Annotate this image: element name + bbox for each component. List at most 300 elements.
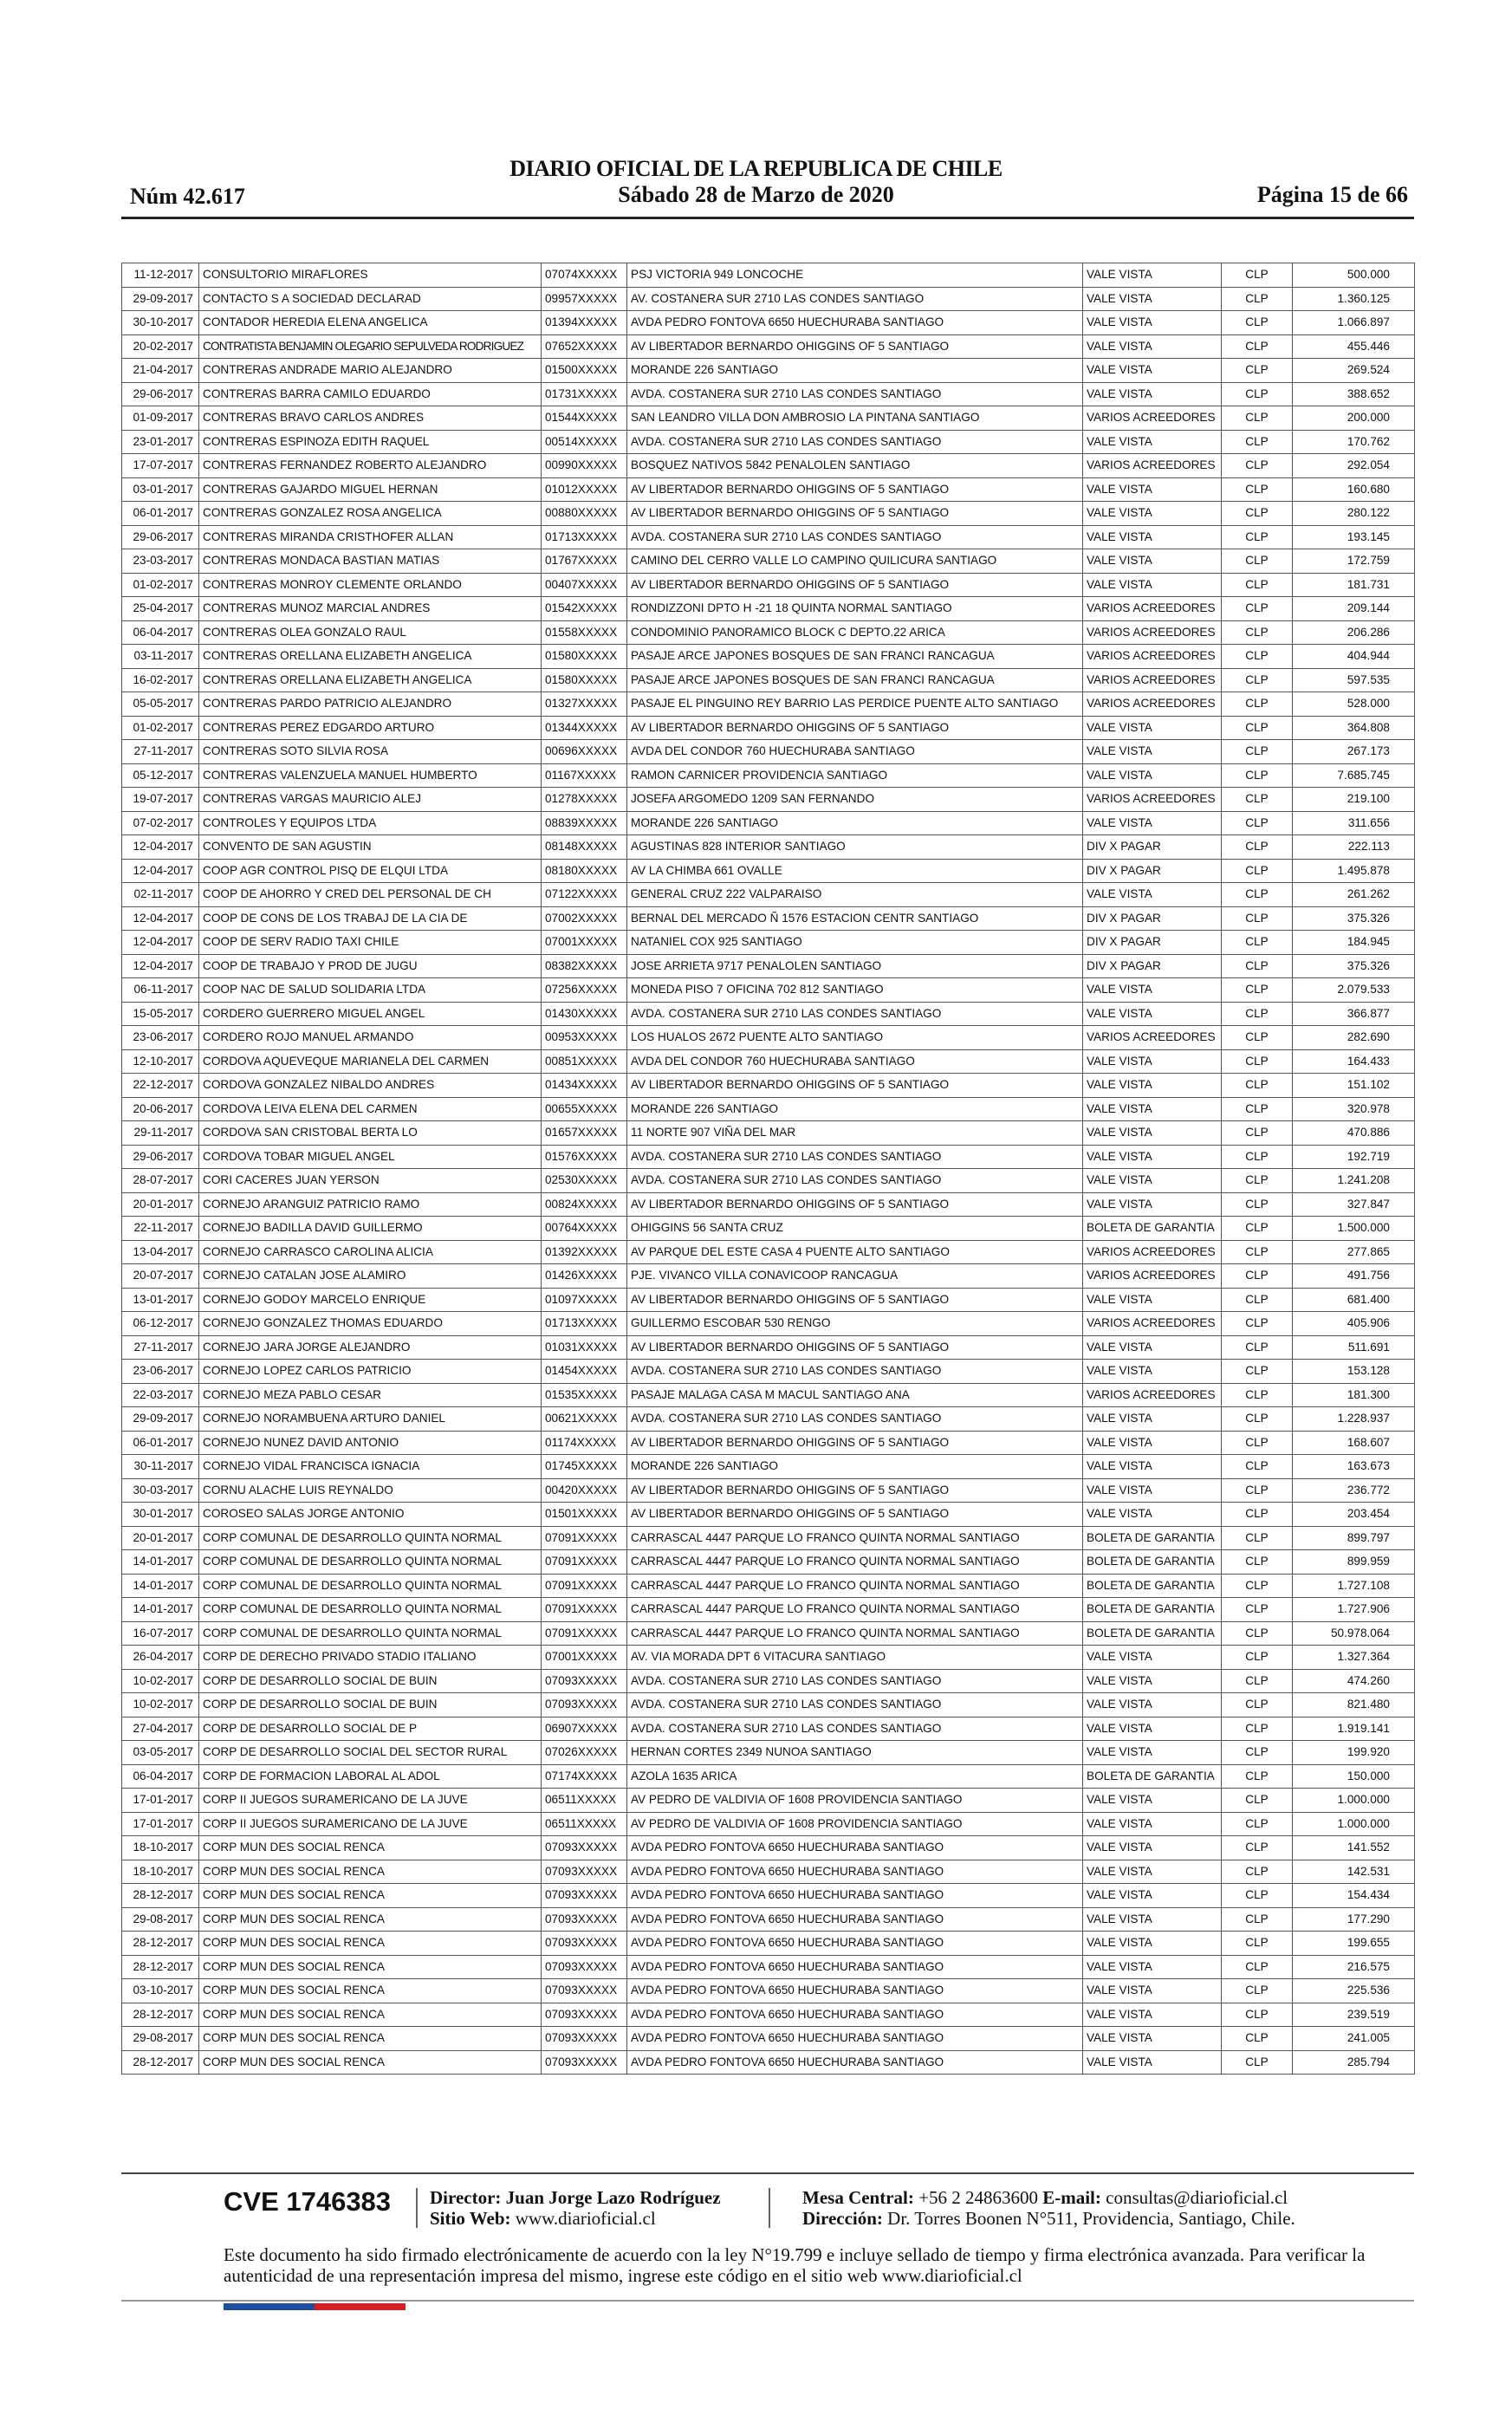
amount-cell: 199.655 [1293,1932,1415,1956]
date-cell: 18-10-2017 [122,1836,199,1860]
address-cell: AVDA. COSTANERA SUR 2710 LAS CONDES SANTIAGO [627,1407,1083,1432]
currency-cell: CLP [1222,1145,1293,1169]
currency-cell: CLP [1222,1907,1293,1932]
currency-cell: CLP [1222,716,1293,740]
records-table-body [122,263,1415,2075]
currency-cell: CLP [1222,1026,1293,1050]
date-cell: 03-05-2017 [122,1741,199,1765]
date-cell: 06-12-2017 [122,1312,199,1336]
id-cell: 07174XXXXX [542,1764,627,1789]
amount-cell: 366.877 [1293,1002,1415,1026]
table-row [122,1002,1415,1026]
amount-cell: 1.241.208 [1293,1169,1415,1193]
instrument-cell: VARIOS ACREEDORES [1083,597,1222,621]
address-cell: CARRASCAL 4447 PARQUE LO FRANCO QUINTA NORMAL SANTIAGO [627,1621,1083,1646]
address-cell: AV LIBERTADOR BERNARDO OHIGGINS OF 5 SANTIAGO [627,1478,1083,1503]
name-cell: CONTRERAS SOTO SILVIA ROSA [199,740,542,764]
table-row [122,1741,1415,1765]
instrument-cell: VALE VISTA [1083,1407,1222,1432]
amount-cell: 184.945 [1293,931,1415,955]
currency-cell: CLP [1222,597,1293,621]
amount-cell: 181.300 [1293,1383,1415,1407]
currency-cell: CLP [1222,263,1293,288]
instrument-cell: VALE VISTA [1083,1741,1222,1765]
currency-cell: CLP [1222,859,1293,883]
address-cell: MORANDE 226 SANTIAGO [627,1097,1083,1121]
amount-cell: 1.066.897 [1293,311,1415,335]
date-cell: 17-07-2017 [122,454,199,478]
instrument-cell: VALE VISTA [1083,716,1222,740]
id-cell: 07122XXXXX [542,883,627,907]
id-cell: 07091XXXXX [542,1526,627,1550]
id-cell: 01167XXXXX [542,763,627,788]
amount-cell: 7.685.745 [1293,763,1415,788]
id-cell: 00407XXXXX [542,573,627,597]
currency-cell: CLP [1222,1741,1293,1765]
address-cell: AVDA PEDRO FONTOVA 6650 HUECHURABA SANTIAGO [627,2027,1083,2051]
name-cell: CORP DE DESARROLLO SOCIAL DE P [199,1717,542,1741]
address-cell: RONDIZZONI DPTO H -21 18 QUINTA NORMAL SANTIAGO [627,597,1083,621]
currency-cell: CLP [1222,549,1293,574]
address-cell: AVDA DEL CONDOR 760 HUECHURABA SANTIAGO [627,740,1083,764]
currency-cell: CLP [1222,906,1293,931]
flag-blue-segment [224,2303,315,2310]
name-cell: CONTRERAS GONZALEZ ROSA ANGELICA [199,502,542,526]
instrument-cell: VALE VISTA [1083,359,1222,383]
footer-separator-2 [769,2188,770,2228]
address-cell: CONDOMINIO PANORAMICO BLOCK C DEPTO.22 ARICA [627,620,1083,645]
instrument-cell: VALE VISTA [1083,263,1222,288]
amount-cell: 209.144 [1293,597,1415,621]
name-cell: CONTRERAS ESPINOZA EDITH RAQUEL [199,430,542,454]
currency-cell: CLP [1222,1455,1293,1479]
name-cell: COOP DE TRABAJO Y PROD DE JUGU [199,954,542,978]
currency-cell: CLP [1222,334,1293,359]
amount-cell: 1.360.125 [1293,287,1415,311]
date-cell: 12-04-2017 [122,835,199,860]
address-cell: OHIGGINS 56 SANTA CRUZ [627,1217,1083,1241]
instrument-cell: VALE VISTA [1083,2003,1222,2027]
address-cell: AV PARQUE DEL ESTE CASA 4 PUENTE ALTO SANTIAGO [627,1240,1083,1264]
address-cell: 11 NORTE 907 VIÑA DEL MAR [627,1121,1083,1146]
currency-cell: CLP [1222,2027,1293,2051]
amount-cell: 1.228.937 [1293,1407,1415,1432]
instrument-cell: VALE VISTA [1083,1049,1222,1074]
id-cell: 07093XXXXX [542,2050,627,2075]
address-cell: AV LIBERTADOR BERNARDO OHIGGINS OF 5 SANTIAGO [627,1431,1083,1455]
currency-cell: CLP [1222,1932,1293,1956]
issue-date: Sábado 28 de Marzo de 2020 [618,182,894,207]
currency-cell: CLP [1222,1335,1293,1360]
id-cell: 01767XXXXX [542,549,627,574]
currency-cell: CLP [1222,1812,1293,1836]
name-cell: CORP DE FORMACION LABORAL AL ADOL [199,1764,542,1789]
date-cell: 25-04-2017 [122,597,199,621]
table-row [122,1097,1415,1121]
id-cell: 00851XXXXX [542,1049,627,1074]
date-cell: 06-01-2017 [122,1431,199,1455]
page-indicator: Página 15 de 66 [1256,182,1408,207]
cve-code: CVE 1746383 [224,2186,392,2217]
amount-cell: 511.691 [1293,1335,1415,1360]
name-cell: CORNEJO GONZALEZ THOMAS EDUARDO [199,1312,542,1336]
id-cell: 01097XXXXX [542,1288,627,1312]
date-cell: 13-04-2017 [122,1240,199,1264]
id-cell: 07091XXXXX [542,1574,627,1598]
name-cell: CORP DE DERECHO PRIVADO STADIO ITALIANO [199,1646,542,1670]
website-line [430,2208,721,2229]
currency-cell: CLP [1222,883,1293,907]
date-cell: 20-01-2017 [122,1192,199,1217]
address-cell: AVDA. COSTANERA SUR 2710 LAS CONDES SANTIAGO [627,1360,1083,1384]
name-cell: CONTADOR HEREDIA ELENA ANGELICA [199,311,542,335]
address-cell: JOSE ARRIETA 9717 PENALOLEN SANTIAGO [627,954,1083,978]
date-cell: 30-03-2017 [122,1478,199,1503]
instrument-cell: VARIOS ACREEDORES [1083,668,1222,692]
currency-cell: CLP [1222,2003,1293,2027]
flag-red-segment [315,2303,406,2310]
name-cell: CORNEJO CARRASCO CAROLINA ALICIA [199,1240,542,1264]
name-cell: COOP NAC DE SALUD SOLIDARIA LTDA [199,978,542,1003]
table-row [122,1550,1415,1575]
instrument-cell: BOLETA DE GARANTIA [1083,1574,1222,1598]
name-cell: CORP MUN DES SOCIAL RENCA [199,1884,542,1908]
address-cell: MORANDE 226 SANTIAGO [627,359,1083,383]
id-cell: 01558XXXXX [542,620,627,645]
amount-cell: 241.005 [1293,2027,1415,2051]
name-cell: CORP MUN DES SOCIAL RENCA [199,2003,542,2027]
table-row [122,931,1415,955]
name-cell: CORP MUN DES SOCIAL RENCA [199,1907,542,1932]
id-cell: 07026XXXXX [542,1741,627,1765]
name-cell: CORP DE DESARROLLO SOCIAL DE BUIN [199,1693,542,1717]
name-cell: CORDERO GUERRERO MIGUEL ANGEL [199,1002,542,1026]
address-cell: AV LIBERTADOR BERNARDO OHIGGINS OF 5 SANTIAGO [627,1288,1083,1312]
id-cell: 01394XXXXX [542,311,627,335]
table-row [122,525,1415,549]
table-row [122,763,1415,788]
table-row [122,1288,1415,1312]
address-cell: AVDA PEDRO FONTOVA 6650 HUECHURABA SANTIAGO [627,2003,1083,2027]
id-cell: 01657XXXXX [542,1121,627,1146]
address-cell: CARRASCAL 4447 PARQUE LO FRANCO QUINTA NORMAL SANTIAGO [627,1526,1083,1550]
id-cell: 01426XXXXX [542,1264,627,1289]
date-cell: 17-01-2017 [122,1789,199,1813]
amount-cell: 375.326 [1293,906,1415,931]
date-cell: 10-02-2017 [122,1693,199,1717]
instrument-cell: VARIOS ACREEDORES [1083,1026,1222,1050]
instrument-cell: VALE VISTA [1083,1884,1222,1908]
amount-cell: 225.536 [1293,1979,1415,2003]
table-row [122,906,1415,931]
currency-cell: CLP [1222,1764,1293,1789]
amount-cell: 277.865 [1293,1240,1415,1264]
date-cell: 20-02-2017 [122,334,199,359]
currency-cell: CLP [1222,1550,1293,1575]
amount-cell: 163.673 [1293,1455,1415,1479]
table-row [122,1621,1415,1646]
id-cell: 06907XXXXX [542,1717,627,1741]
contact-block [802,2187,1295,2229]
instrument-cell: VALE VISTA [1083,1121,1222,1146]
amount-cell: 528.000 [1293,692,1415,717]
table-row [122,645,1415,669]
phone-label: Mesa Central: [802,2187,914,2208]
id-cell: 01344XXXXX [542,716,627,740]
name-cell: CORI CACERES JUAN YERSON [199,1169,542,1193]
instrument-cell: VALE VISTA [1083,573,1222,597]
instrument-cell: VALE VISTA [1083,740,1222,764]
phone-email-line [802,2187,1295,2208]
date-cell: 16-07-2017 [122,1621,199,1646]
amount-cell: 199.920 [1293,1741,1415,1765]
address-cell: AVDA DEL CONDOR 760 HUECHURABA SANTIAGO [627,1049,1083,1074]
table-row [122,1598,1415,1622]
table-row [122,1764,1415,1789]
name-cell: CONTRERAS PEREZ EDGARDO ARTURO [199,716,542,740]
name-cell: CORNEJO NORAMBUENA ARTURO DANIEL [199,1407,542,1432]
date-cell: 06-11-2017 [122,978,199,1003]
amount-cell: 192.719 [1293,1145,1415,1169]
date-cell: 22-11-2017 [122,1217,199,1241]
name-cell: CONTRERAS ORELLANA ELIZABETH ANGELICA [199,668,542,692]
amount-cell: 821.480 [1293,1693,1415,1717]
instrument-cell: BOLETA DE GARANTIA [1083,1621,1222,1646]
currency-cell: CLP [1222,1407,1293,1432]
name-cell: CORDERO ROJO MANUEL ARMANDO [199,1026,542,1050]
footer-divider [121,2172,1414,2174]
amount-cell: 1.919.141 [1293,1717,1415,1741]
instrument-cell: BOLETA DE GARANTIA [1083,1217,1222,1241]
table-row [122,1932,1415,1956]
date-cell: 03-11-2017 [122,645,199,669]
table-row [122,1217,1415,1241]
currency-cell: CLP [1222,359,1293,383]
flag-color-bar [224,2303,406,2310]
name-cell: CORNEJO BADILLA DAVID GUILLERMO [199,1217,542,1241]
date-cell: 20-01-2017 [122,1526,199,1550]
address-cell: AV LIBERTADOR BERNARDO OHIGGINS OF 5 SANTIAGO [627,1192,1083,1217]
header-divider [121,217,1414,219]
address-cell: AV PEDRO DE VALDIVIA OF 1608 PROVIDENCIA SANTIAGO [627,1789,1083,1813]
currency-cell: CLP [1222,1789,1293,1813]
instrument-cell: VALE VISTA [1083,1478,1222,1503]
name-cell: CORP COMUNAL DE DESARROLLO QUINTA NORMAL [199,1598,542,1622]
table-row [122,263,1415,288]
date-cell: 16-02-2017 [122,668,199,692]
date-cell: 01-02-2017 [122,573,199,597]
instrument-cell: VALE VISTA [1083,1503,1222,1527]
amount-cell: 216.575 [1293,1955,1415,1979]
table-row [122,1383,1415,1407]
name-cell: CORP MUN DES SOCIAL RENCA [199,1955,542,1979]
issue-number: Núm 42.617 [130,184,245,209]
amount-cell: 597.535 [1293,668,1415,692]
currency-cell: CLP [1222,502,1293,526]
name-cell: COOP AGR CONTROL PISQ DE ELQUI LTDA [199,859,542,883]
email-link[interactable]: consultas@diarioficial.cl [1106,2187,1288,2208]
name-cell: CORP MUN DES SOCIAL RENCA [199,1836,542,1860]
instrument-cell: VALE VISTA [1083,1360,1222,1384]
date-cell: 29-08-2017 [122,2027,199,2051]
name-cell: CONTRERAS MONROY CLEMENTE ORLANDO [199,573,542,597]
amount-cell: 236.772 [1293,1478,1415,1503]
currency-cell: CLP [1222,454,1293,478]
name-cell: CORNEJO JARA JORGE ALEJANDRO [199,1335,542,1360]
date-cell: 11-12-2017 [122,263,199,288]
currency-cell: CLP [1222,620,1293,645]
id-cell: 01713XXXXX [542,1312,627,1336]
instrument-cell: DIV X PAGAR [1083,931,1222,955]
website-link[interactable]: www.diarioficial.cl [515,2208,656,2229]
address-cell: AV LA CHIMBA 661 OVALLE [627,859,1083,883]
amount-cell: 2.079.533 [1293,978,1415,1003]
name-cell: CORP COMUNAL DE DESARROLLO QUINTA NORMAL [199,1621,542,1646]
address-cell: AV LIBERTADOR BERNARDO OHIGGINS OF 5 SANTIAGO [627,477,1083,502]
currency-cell: CLP [1222,645,1293,669]
date-cell: 18-10-2017 [122,1860,199,1884]
currency-cell: CLP [1222,1955,1293,1979]
id-cell: 01731XXXXX [542,382,627,406]
table-row [122,1884,1415,1908]
currency-cell: CLP [1222,1192,1293,1217]
currency-cell: CLP [1222,954,1293,978]
currency-cell: CLP [1222,1002,1293,1026]
instrument-cell: VALE VISTA [1083,334,1222,359]
table-row [122,1955,1415,1979]
phone-value: +56 2 24863600 [918,2187,1038,2208]
id-cell: 01500XXXXX [542,359,627,383]
address-cell: GENERAL CRUZ 222 VALPARAISO [627,883,1083,907]
table-row [122,811,1415,835]
amount-cell: 1.495.878 [1293,859,1415,883]
instrument-cell: VALE VISTA [1083,883,1222,907]
name-cell: CORDOVA GONZALEZ NIBALDO ANDRES [199,1074,542,1098]
name-cell: CORNEJO VIDAL FRANCISCA IGNACIA [199,1455,542,1479]
currency-cell: CLP [1222,1121,1293,1146]
amount-cell: 168.607 [1293,1431,1415,1455]
address-cell: AGUSTINAS 828 INTERIOR SANTIAGO [627,835,1083,860]
name-cell: CONTRERAS OLEA GONZALO RAUL [199,620,542,645]
address-label: Dirección: [802,2208,883,2229]
date-cell: 12-04-2017 [122,954,199,978]
instrument-cell: VALE VISTA [1083,1979,1222,2003]
instrument-cell: VALE VISTA [1083,1192,1222,1217]
id-cell: 07093XXXXX [542,2027,627,2051]
id-cell: 07256XXXXX [542,978,627,1003]
instrument-cell: VALE VISTA [1083,1836,1222,1860]
table-row [122,1312,1415,1336]
currency-cell: CLP [1222,1264,1293,1289]
id-cell: 07093XXXXX [542,1693,627,1717]
id-cell: 00953XXXXX [542,1026,627,1050]
address-cell: LOS HUALOS 2672 PUENTE ALTO SANTIAGO [627,1026,1083,1050]
name-cell: CONTRERAS ORELLANA ELIZABETH ANGELICA [199,645,542,669]
instrument-cell: BOLETA DE GARANTIA [1083,1550,1222,1575]
id-cell: 07001XXXXX [542,1646,627,1670]
name-cell: COOP DE AHORRO Y CRED DEL PERSONAL DE CH [199,883,542,907]
currency-cell: CLP [1222,1383,1293,1407]
table-row [122,1717,1415,1741]
table-row [122,454,1415,478]
table-row [122,359,1415,383]
address-cell: RAMON CARNICER PROVIDENCIA SANTIAGO [627,763,1083,788]
amount-cell: 405.906 [1293,1312,1415,1336]
director-block [430,2187,721,2229]
id-cell: 00621XXXXX [542,1407,627,1432]
date-cell: 03-10-2017 [122,1979,199,2003]
currency-cell: CLP [1222,835,1293,860]
id-cell: 01327XXXXX [542,692,627,717]
amount-cell: 1.500.000 [1293,1217,1415,1241]
date-cell: 01-09-2017 [122,406,199,431]
date-cell: 12-04-2017 [122,906,199,931]
currency-cell: CLP [1222,1884,1293,1908]
date-cell: 29-09-2017 [122,1407,199,1432]
id-cell: 07093XXXXX [542,1979,627,2003]
currency-cell: CLP [1222,931,1293,955]
currency-cell: CLP [1222,1860,1293,1884]
date-cell: 20-06-2017 [122,1097,199,1121]
address-cell: PJE. VIVANCO VILLA CONAVICOOP RANCAGUA [627,1264,1083,1289]
address-cell: PASAJE MALAGA CASA M MACUL SANTIAGO ANA [627,1383,1083,1407]
address-cell: CAMINO DEL CERRO VALLE LO CAMPINO QUILICURA SANTIAGO [627,549,1083,574]
amount-cell: 1.727.906 [1293,1598,1415,1622]
id-cell: 08839XXXXX [542,811,627,835]
date-cell: 13-01-2017 [122,1288,199,1312]
name-cell: CONTRERAS MONDACA BASTIAN MATIAS [199,549,542,574]
id-cell: 01542XXXXX [542,597,627,621]
currency-cell: CLP [1222,573,1293,597]
date-cell: 12-10-2017 [122,1049,199,1074]
instrument-cell: VALE VISTA [1083,477,1222,502]
date-cell: 28-07-2017 [122,1169,199,1193]
amount-cell: 292.054 [1293,454,1415,478]
name-cell: CORP COMUNAL DE DESARROLLO QUINTA NORMAL [199,1526,542,1550]
address-cell: SAN LEANDRO VILLA DON AMBROSIO LA PINTANA SANTIAGO [627,406,1083,431]
table-row [122,502,1415,526]
amount-cell: 282.690 [1293,1026,1415,1050]
date-cell: 30-10-2017 [122,311,199,335]
id-cell: 07093XXXXX [542,1860,627,1884]
name-cell: CORP COMUNAL DE DESARROLLO QUINTA NORMAL [199,1574,542,1598]
currency-cell: CLP [1222,2050,1293,2075]
address-cell: PASAJE ARCE JAPONES BOSQUES DE SAN FRANCI RANCAGUA [627,668,1083,692]
currency-cell: CLP [1222,382,1293,406]
instrument-cell: VARIOS ACREEDORES [1083,788,1222,812]
address-cell: AVDA. COSTANERA SUR 2710 LAS CONDES SANTIAGO [627,1145,1083,1169]
website-label: Sitio Web: [430,2208,511,2229]
date-cell: 07-02-2017 [122,811,199,835]
name-cell: COROSEO SALAS JORGE ANTONIO [199,1503,542,1527]
table-row [122,430,1415,454]
instrument-cell: VALE VISTA [1083,1860,1222,1884]
name-cell: CORP MUN DES SOCIAL RENCA [199,2050,542,2075]
date-cell: 10-02-2017 [122,1669,199,1693]
name-cell: CORP DE DESARROLLO SOCIAL DEL SECTOR RURAL [199,1741,542,1765]
table-row [122,1693,1415,1717]
amount-cell: 681.400 [1293,1288,1415,1312]
address-cell: AVDA PEDRO FONTOVA 6650 HUECHURABA SANTIAGO [627,1932,1083,1956]
address-cell: AV LIBERTADOR BERNARDO OHIGGINS OF 5 SANTIAGO [627,334,1083,359]
address-cell: AZOLA 1635 ARICA [627,1764,1083,1789]
id-cell: 07074XXXXX [542,263,627,288]
date-cell: 30-11-2017 [122,1455,199,1479]
address-cell: PSJ VICTORIA 949 LONCOCHE [627,263,1083,288]
id-cell: 07091XXXXX [542,1550,627,1575]
id-cell: 07091XXXXX [542,1621,627,1646]
currency-cell: CLP [1222,287,1293,311]
